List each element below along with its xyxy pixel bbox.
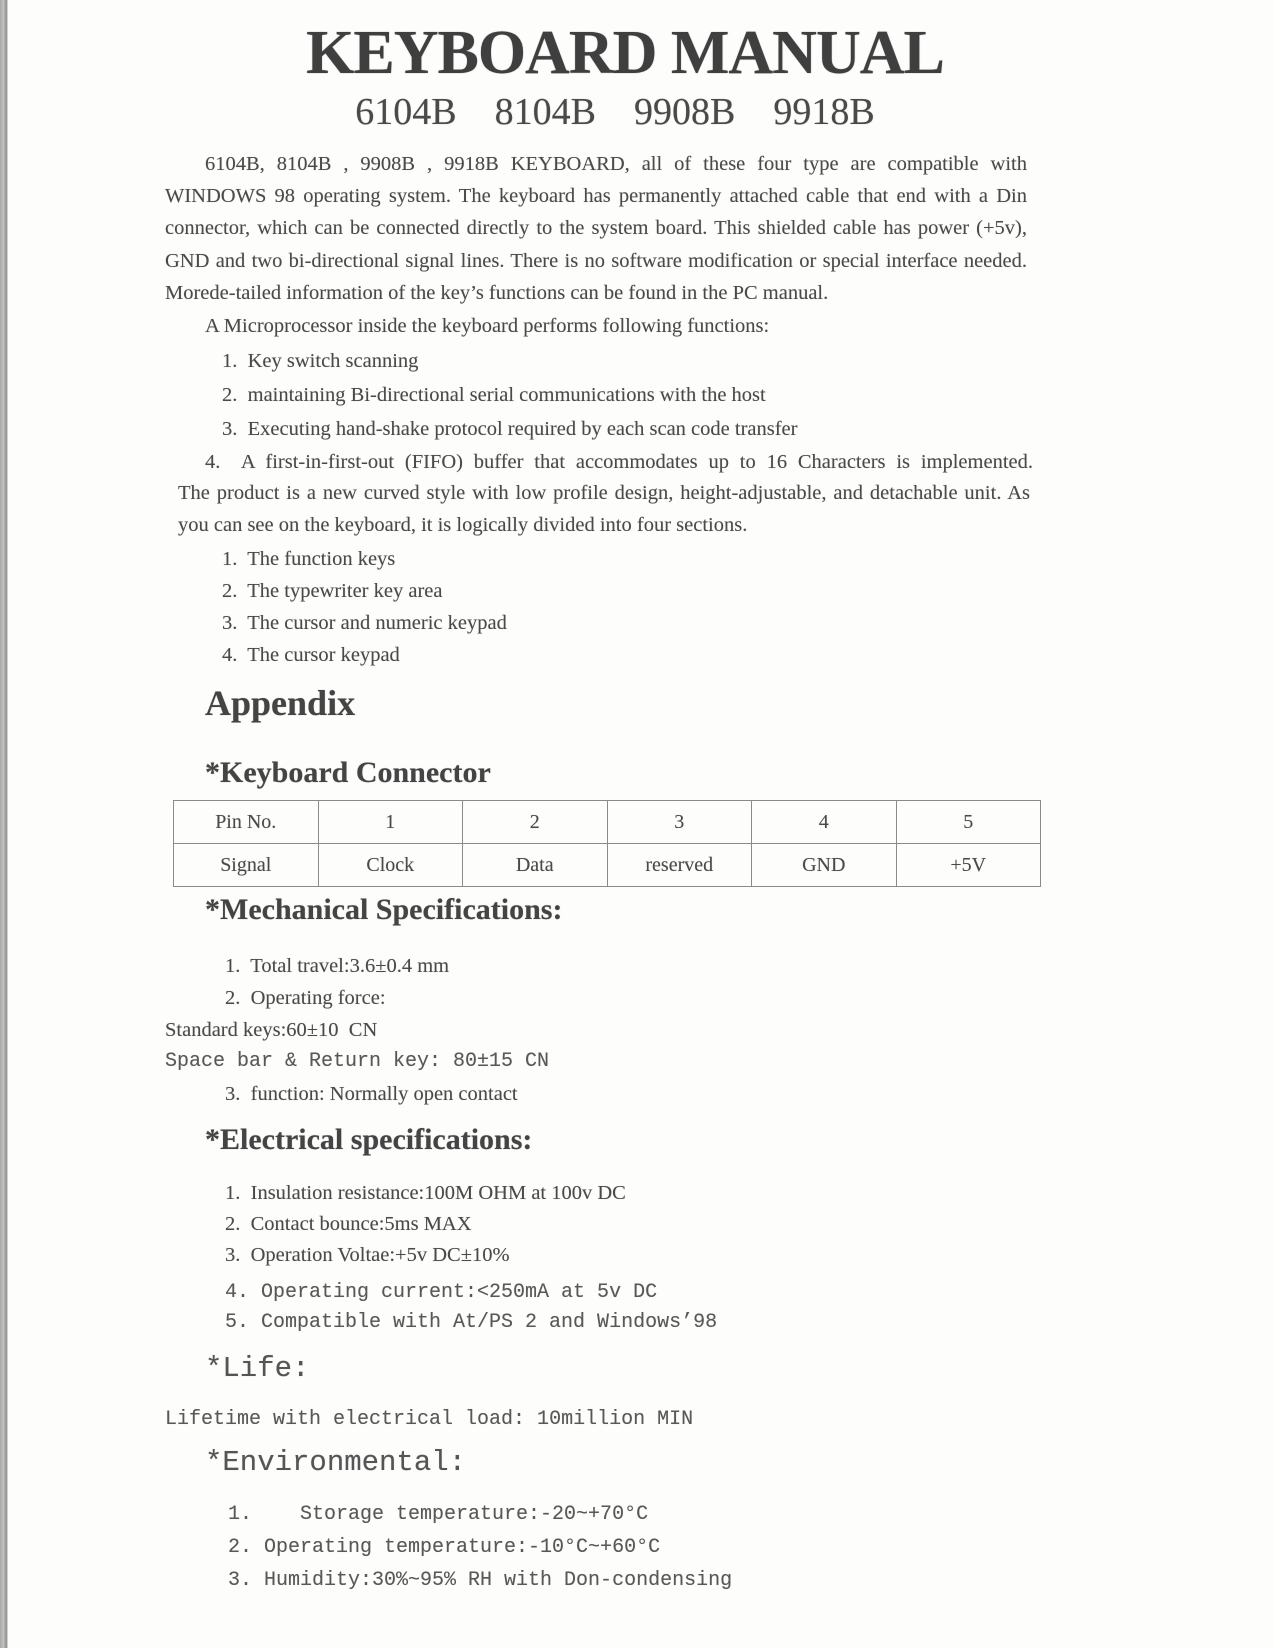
model-number: 8104B	[494, 91, 596, 133]
table-cell: Pin No.	[174, 801, 319, 844]
electrical-heading: *Electrical specifications:	[205, 1123, 533, 1156]
spec-line: 1. Total travel:3.6±0.4 mm	[225, 955, 450, 977]
keyboard-connector-heading: *Keyboard Connector	[205, 756, 491, 789]
life-heading: *Life:	[205, 1352, 310, 1385]
models-subtitle	[0, 90, 1230, 134]
spec-line: 2. Operating force:	[225, 987, 386, 1009]
spec-line: 3. function: Normally open contact	[225, 1083, 518, 1105]
table-row	[174, 844, 1041, 887]
spec-line: 4. Operating current:<250mA at 5v DC	[225, 1281, 658, 1304]
environmental-heading: *Environmental:	[205, 1446, 467, 1479]
product-paragraph: The product is a new curved style with low profile design, height-adjustable, and detachable unit. As you can see on the keyboard, it is logically divided into four sections.	[178, 482, 1030, 537]
table-cell: Clock	[318, 844, 463, 887]
table-cell: +5V	[896, 844, 1041, 887]
spec-line: 5. Compatible with At/PS 2 and Windows’98	[225, 1311, 718, 1334]
model-number: 9918B	[773, 91, 875, 133]
env-line: 3. Humidity:30%~95% RH with Don-condensing	[228, 1569, 733, 1592]
spec-line: 2. Contact bounce:5ms MAX	[225, 1213, 472, 1235]
spec-line: Standard keys:60±10 CN	[165, 1019, 378, 1041]
table-cell: Data	[463, 844, 608, 887]
mechanical-heading: *Mechanical Specifications:	[205, 893, 563, 926]
table-row	[174, 801, 1041, 844]
intro-paragraph: 6104B, 8104B , 9908B , 9918B KEYBOARD, all of these four type are compatible with WINDOWS 98 operating system. The keyboard has permanently attached cable that end with a Din connector, which can be connected directly to the system board. This shielded cable has power (+5v), GND and two bi-directional signal lines. There is no software modification or special interface needed. Morede-tailed information of the key’s functions can be found in the PC manual.	[165, 153, 1027, 304]
env-line: 2. Operating temperature:-10°C~+60°C	[228, 1536, 661, 1559]
env-line: 1. Storage temperature:-20~+70°C	[228, 1503, 649, 1526]
connector-table	[173, 800, 1041, 887]
list-item: 4. The cursor keypad	[222, 644, 400, 666]
list-item: 2. maintaining Bi-directional serial communications with the host	[222, 384, 766, 406]
table-cell: 1	[318, 801, 463, 844]
spec-line: 3. Operation Voltae:+5v DC±10%	[225, 1244, 510, 1266]
table-cell: 2	[463, 801, 608, 844]
list-item: 3. The cursor and numeric keypad	[222, 612, 507, 634]
model-number: 9908B	[634, 91, 736, 133]
spec-line: 1. Insulation resistance:100M OHM at 100v DC	[225, 1182, 626, 1204]
page-title: KEYBOARD MANUAL	[306, 19, 944, 87]
table-cell: 3	[607, 801, 752, 844]
table-cell: 4	[752, 801, 897, 844]
life-line: Lifetime with electrical load: 10million MIN	[165, 1408, 694, 1431]
spec-line: Space bar & Return key: 80±15 CN	[165, 1050, 550, 1073]
list-item: 3. Executing hand-shake protocol required by each scan code transfer	[222, 418, 798, 440]
table-cell: reserved	[607, 844, 752, 887]
table-cell: GND	[752, 844, 897, 887]
model-number: 6104B	[355, 91, 457, 133]
list-item: 1. Key switch scanning	[222, 350, 419, 372]
table-cell: Signal	[174, 844, 319, 887]
table-cell: 5	[896, 801, 1041, 844]
list-item: 4. A first-in-first-out (FIFO) buffer that accommodates up to 16 Characters is implemented.	[205, 451, 1033, 473]
list-item: 2. The typewriter key area	[222, 580, 443, 602]
appendix-heading: Appendix	[205, 683, 356, 723]
microprocessor-intro: A Microprocessor inside the keyboard performs following functions:	[205, 315, 770, 337]
scan-edge	[0, 0, 8, 1648]
list-item: 1. The function keys	[222, 548, 396, 570]
